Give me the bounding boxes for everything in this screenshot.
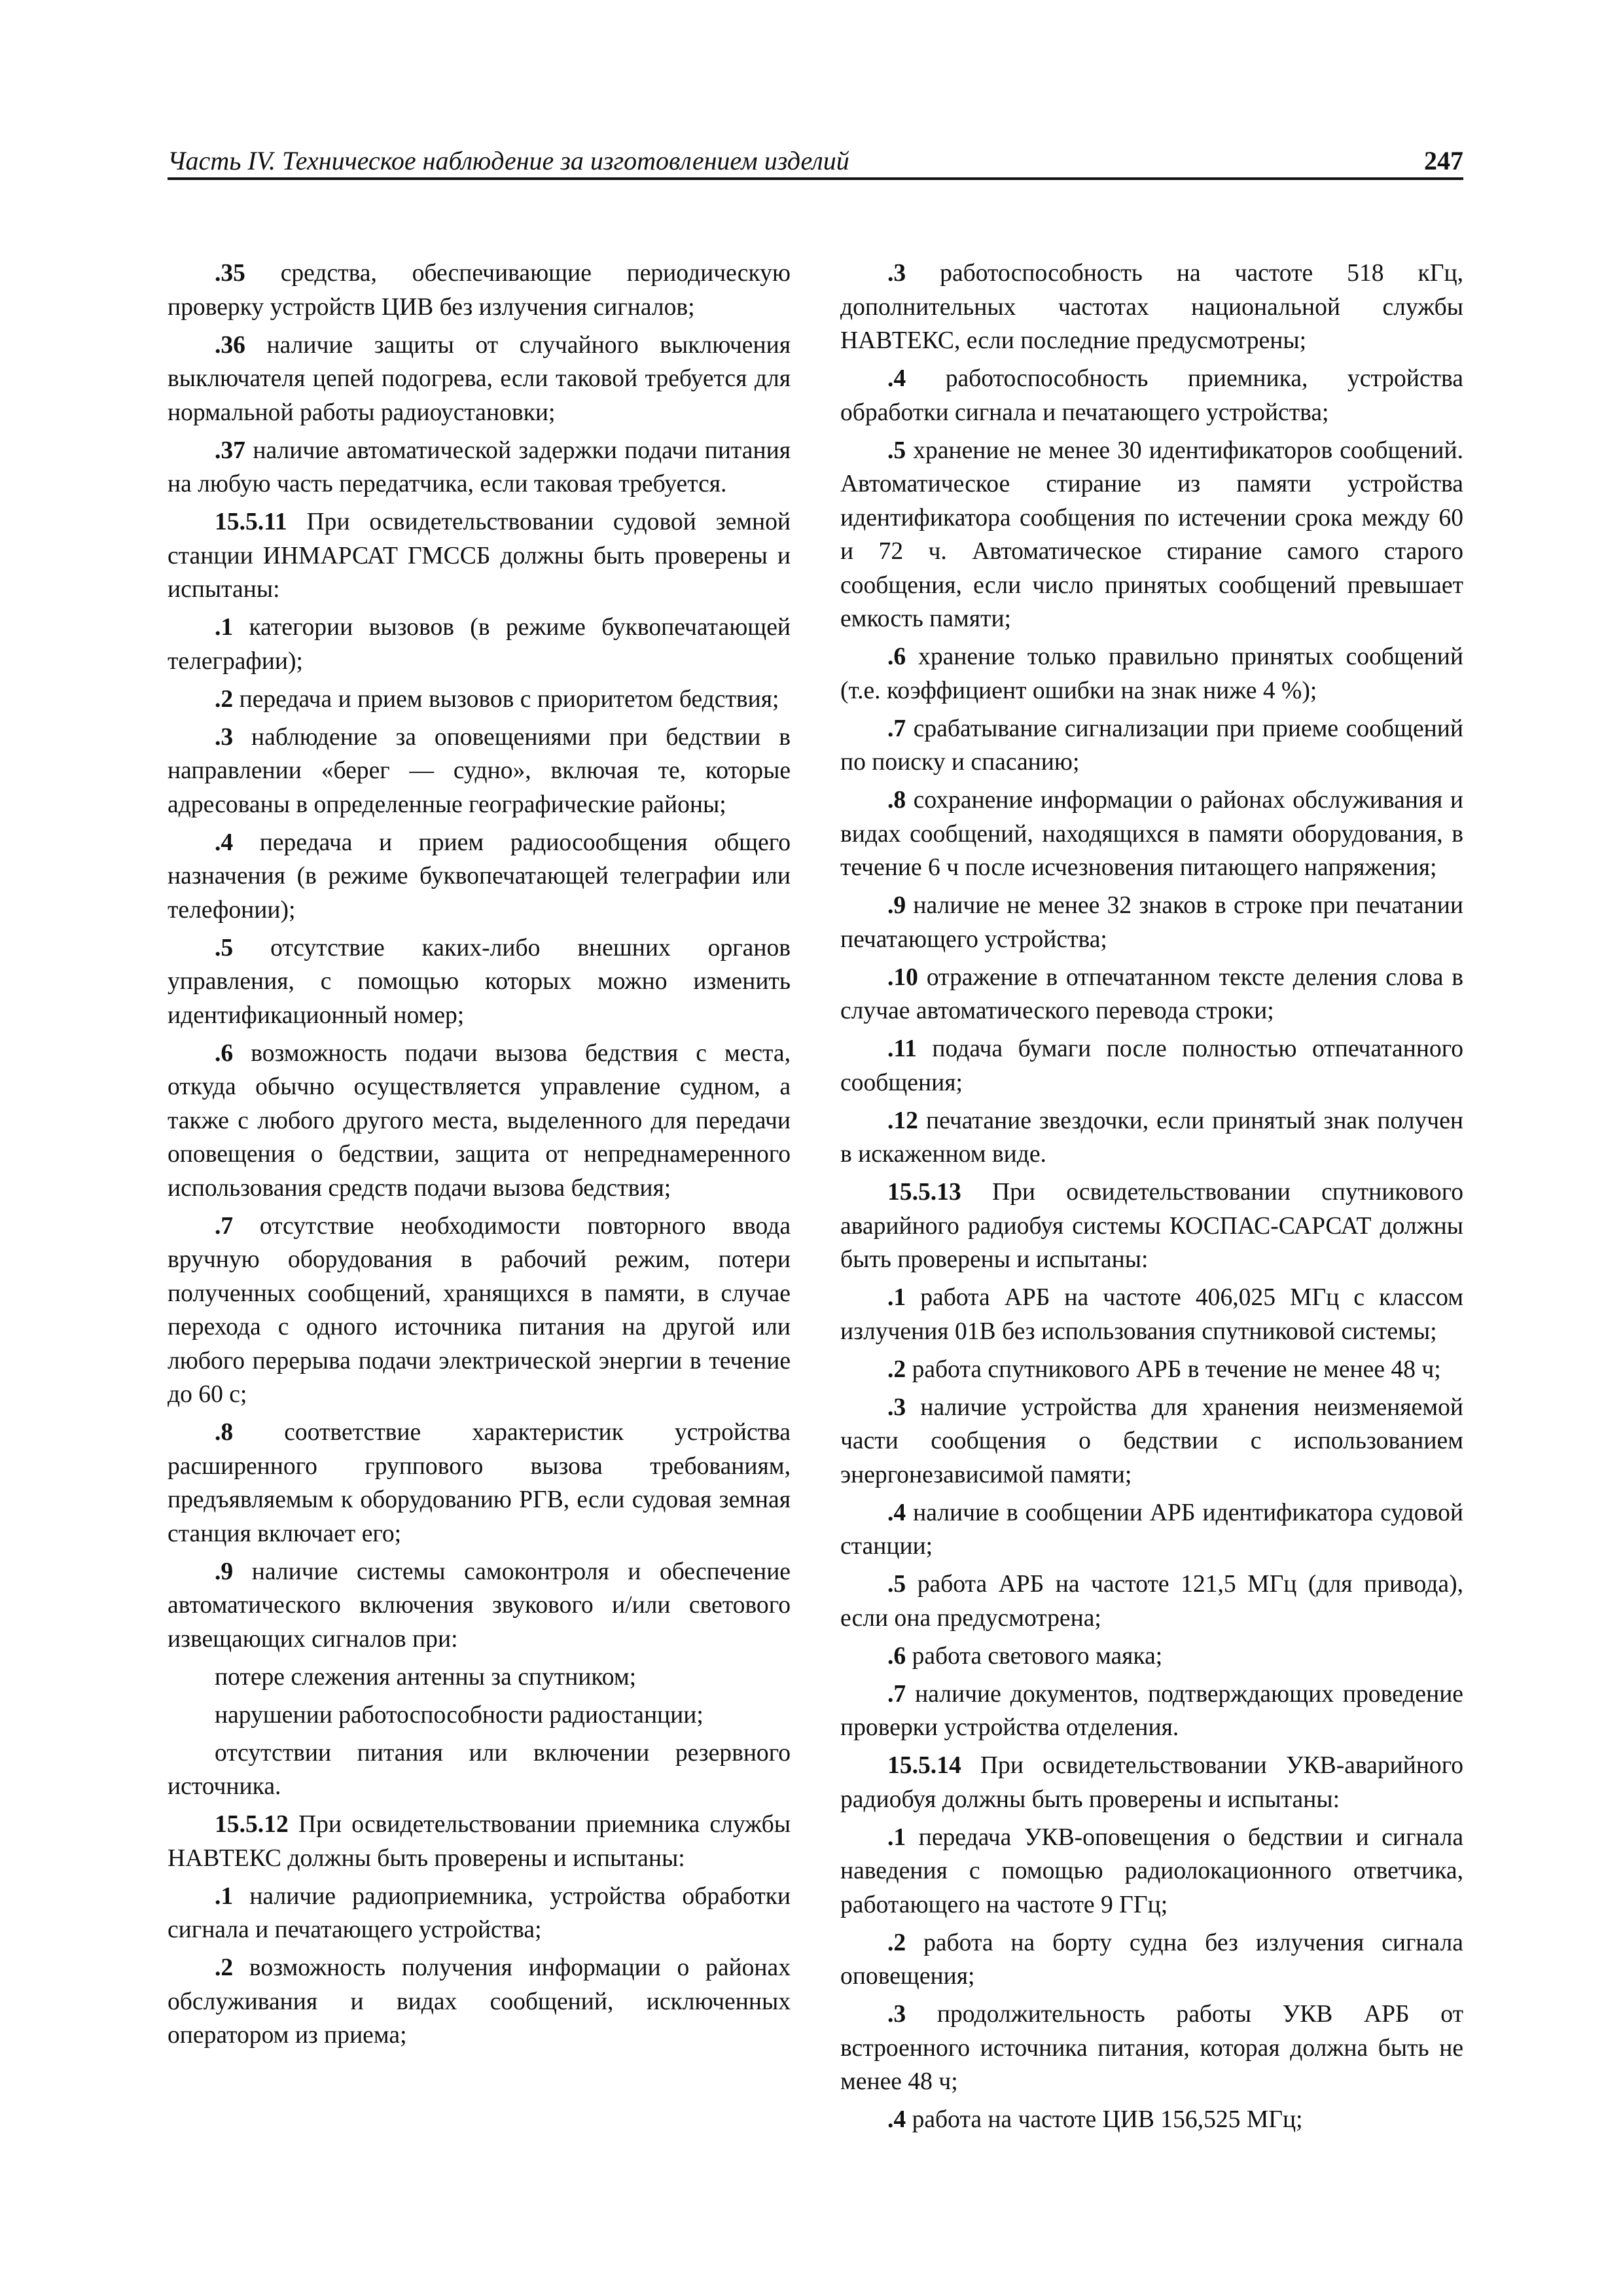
item-number: .3	[887, 1393, 906, 1421]
item-number: .8	[215, 1419, 234, 1446]
right-column	[840, 257, 1463, 2141]
item-text: нарушении работоспособности радиостанции;	[215, 1701, 704, 1729]
item-number: .4	[887, 2106, 906, 2133]
paragraph	[840, 1568, 1463, 1635]
item-text: наблюдение за оповещениями при бедствии в направлении «берег — судно», включая те, которые адресованы в определенные географические районы;	[168, 723, 791, 818]
paragraph	[840, 1821, 1463, 1922]
sub-item	[168, 1736, 791, 1804]
paragraph	[840, 783, 1463, 885]
item-text: наличие системы самоконтроля и обеспечение автоматического включения звукового и/или светового извещающих сигналов при:	[168, 1558, 791, 1653]
item-text: срабатывание сигнализации при приеме сообщений по поиску и спасанию;	[840, 715, 1463, 776]
item-text: сохранение информации о районах обслуживания и видах сообщений, находящихся в памяти оборудования, в течение 6 ч после исчезновения питающего напряжения;	[840, 787, 1463, 881]
paragraph	[840, 257, 1463, 358]
item-text: работа спутникового АРБ в течение не менее 48 ч;	[906, 1355, 1441, 1383]
page-number: 247	[1424, 146, 1463, 175]
item-text: передача и прием радиосообщения общего назначения (в режиме буквопечатающей телеграфии или телефонии);	[168, 829, 791, 924]
paragraph	[840, 1104, 1463, 1172]
item-text: возможность получения информации о районах обслуживания и видах сообщений, исключенных оператором из приема;	[168, 1954, 791, 2049]
paragraph	[168, 434, 791, 501]
header-rule	[168, 177, 1463, 180]
item-number: .4	[215, 829, 234, 856]
item-number: .35	[215, 260, 245, 287]
item-text: работа светового маяка;	[906, 1642, 1163, 1670]
item-number: .1	[887, 1823, 906, 1851]
paragraph	[168, 329, 791, 430]
paragraph	[840, 2103, 1463, 2137]
item-number: .3	[887, 260, 906, 287]
item-number: .36	[215, 331, 245, 359]
item-text: подача бумаги после полностью отпечатанного сообщения;	[840, 1035, 1463, 1096]
paragraph	[168, 826, 791, 927]
item-text: наличие устройства для хранения неизменяемой части сообщения о бедствии с использованием энергонезависимой памяти;	[840, 1393, 1463, 1488]
paragraph	[168, 931, 791, 1033]
item-text: При освидетельствовании спутникового аварийного радиобуя системы КОСПАС-САРСАТ должны быть проверены и испытаны:	[840, 1179, 1463, 1273]
item-text: работа на борту судна без излучения сигнала оповещения;	[840, 1929, 1463, 1990]
paragraph	[840, 1496, 1463, 1564]
item-text: категории вызовов (в режиме буквопечатающей телеграфии);	[168, 614, 791, 675]
item-number: .6	[887, 643, 906, 670]
section-paragraph	[840, 1749, 1463, 1816]
item-number: .1	[215, 614, 234, 641]
paragraph	[840, 1926, 1463, 1994]
section-paragraph	[168, 1808, 791, 1875]
item-number: .1	[887, 1284, 906, 1311]
section-paragraph	[168, 505, 791, 607]
item-text: работа на частоте ЦИВ 156,525 МГц;	[906, 2106, 1303, 2133]
paragraph	[840, 434, 1463, 636]
paragraph	[840, 889, 1463, 956]
sub-item	[168, 1698, 791, 1732]
item-number: .5	[887, 437, 906, 464]
item-number: .8	[887, 787, 906, 814]
paragraph	[840, 362, 1463, 429]
item-number: .5	[215, 934, 234, 961]
item-number: .2	[887, 1355, 906, 1383]
item-text: При освидетельствовании приемника службы НАВТЕКС должны быть проверены и испытаны:	[168, 1811, 791, 1872]
item-number: .2	[215, 685, 234, 713]
paragraph	[840, 712, 1463, 780]
item-number: .5	[887, 1571, 906, 1598]
item-number: .4	[887, 365, 906, 392]
item-text: отражение в отпечатанном тексте деления слова в случае автоматического перевода строки;	[840, 963, 1463, 1024]
item-number: .2	[215, 1954, 234, 1981]
item-text: наличие документов, подтверждающих проведение проверки устройства отделения.	[840, 1680, 1463, 1741]
item-text: хранение не менее 30 идентификаторов сообщений. Автоматическое стирание из памяти устройства идентификатора сообщения по истечении срока между 60 и 72 ч. Автоматическое стирание самого старого сообщения, если число принятых сообщений превышает емкость памяти;	[840, 437, 1463, 632]
paragraph	[168, 1880, 791, 1947]
paragraph	[840, 1998, 1463, 2099]
section-number: 15.5.12	[215, 1811, 289, 1838]
item-number: .7	[887, 715, 906, 742]
paragraph	[840, 1640, 1463, 1674]
item-text: наличие не менее 32 знаков в строке при печатании печатающего устройства;	[840, 892, 1463, 953]
paragraph	[840, 1032, 1463, 1100]
item-number: .12	[887, 1107, 918, 1134]
item-number: .6	[215, 1039, 234, 1067]
item-text: наличие в сообщении АРБ идентификатора судовой станции;	[840, 1499, 1463, 1560]
paragraph	[168, 1951, 791, 2053]
item-number: .7	[887, 1680, 906, 1708]
item-number: .1	[215, 1882, 234, 1910]
paragraph	[840, 961, 1463, 1028]
item-number: .11	[887, 1035, 917, 1062]
paragraph	[168, 683, 791, 717]
sub-item	[168, 1660, 791, 1695]
item-number: .2	[887, 1929, 906, 1956]
item-number: .37	[215, 437, 245, 464]
item-number: .7	[215, 1212, 234, 1240]
item-number: .10	[887, 963, 918, 991]
section-paragraph	[840, 1175, 1463, 1277]
item-text: отсутствие необходимости повторного ввода вручную оборудования в рабочий режим, потери полученных сообщений, хранящихся в памяти, в случае перехода с одного источника питания на другой или любого перерыва подачи электрической энергии в течение до 60 с;	[168, 1212, 791, 1408]
paragraph	[168, 1037, 791, 1206]
item-number: .9	[887, 892, 906, 919]
item-number: .6	[887, 1642, 906, 1670]
item-text: средства, обеспечивающие периодическую проверку устройств ЦИВ без излучения сигналов;	[168, 260, 791, 321]
paragraph	[168, 721, 791, 822]
section-number: 15.5.14	[887, 1752, 961, 1779]
page-header	[168, 145, 1463, 177]
item-text: работа АРБ на частоте 406,025 МГц с классом излучения 01B без использования спутниковой системы;	[840, 1284, 1463, 1345]
item-text: продолжительность работы УКВ АРБ от встроенного источника питания, которая должна быть не менее 48 ч;	[840, 2001, 1463, 2095]
item-number: .9	[215, 1558, 234, 1585]
item-text: При освидетельствовании судовой земной станции ИНМАРСАТ ГМССБ должны быть проверены и испытаны:	[168, 509, 791, 603]
paragraph	[840, 1677, 1463, 1745]
paragraph	[168, 1416, 791, 1551]
paragraph	[168, 1555, 791, 1657]
item-text: отсутствии питания или включении резервного источника.	[168, 1739, 791, 1800]
item-text: наличие автоматической задержки подачи питания на любую часть передатчика, если таковая требуется.	[168, 437, 791, 497]
paragraph	[168, 1210, 791, 1412]
item-text: потере слежения антенны за спутником;	[215, 1663, 637, 1691]
item-text: работоспособность приемника, устройства обработки сигнала и печатающего устройства;	[840, 365, 1463, 426]
item-number: .3	[887, 2001, 906, 2028]
paragraph	[840, 1391, 1463, 1492]
item-text: отсутствие каких-либо внешних органов управления, с помощью которых можно изменить идентификационный номер;	[168, 934, 791, 1029]
running-title: Часть IV. Техническое наблюдение за изготовлением изделий	[168, 146, 849, 175]
paragraph	[840, 640, 1463, 708]
item-text: При освидетельствовании УКВ-аварийного радиобуя должны быть проверены и испытаны:	[840, 1752, 1463, 1813]
paragraph	[840, 1353, 1463, 1387]
item-text: наличие радиоприемника, устройства обработки сигнала и печатающего устройства;	[168, 1882, 791, 1943]
section-number: 15.5.13	[887, 1179, 961, 1206]
item-text: передача УКВ-оповещения о бедствии и сигнала наведения с помощью радиолокационного ответчика, работающего на частоте 9 ГГц;	[840, 1823, 1463, 1918]
item-number: .4	[887, 1499, 906, 1526]
item-text: соответствие характеристик устройства расширенного группового вызова требованиям, предъявляемым к оборудованию РГВ, если судовая земная станция включает его;	[168, 1419, 791, 1547]
item-number: .3	[215, 723, 234, 751]
item-text: возможность подачи вызова бедствия с места, откуда обычно осуществляется управление судном, а также с любого другого места, выделенного для передачи оповещения о бедствии, защита от непреднамеренного использования средств подачи вызова бедствия;	[168, 1039, 791, 1202]
paragraph	[840, 1281, 1463, 1348]
item-text: печатание звездочки, если принятый знак получен в искаженном виде.	[840, 1107, 1463, 1168]
item-text: хранение только правильно принятых сообщений (т.е. коэффициент ошибки на знак ниже 4 %);	[840, 643, 1463, 704]
item-text: передача и прием вызовов с приоритетом бедствия;	[233, 685, 779, 713]
item-text: наличие защиты от случайного выключения выключателя цепей подогрева, если таковой требуется для нормальной работы радиоустановки;	[168, 331, 791, 426]
paragraph	[168, 257, 791, 324]
item-text: работа АРБ на частоте 121,5 МГц (для привода), если она предусмотрена;	[840, 1571, 1463, 1632]
left-column	[168, 257, 791, 2056]
paragraph	[168, 611, 791, 678]
item-text: работоспособность на частоте 518 кГц, дополнительных частотах национальной службы НАВТЕКС, если последние предусмотрены;	[840, 260, 1463, 354]
section-number: 15.5.11	[215, 509, 287, 535]
